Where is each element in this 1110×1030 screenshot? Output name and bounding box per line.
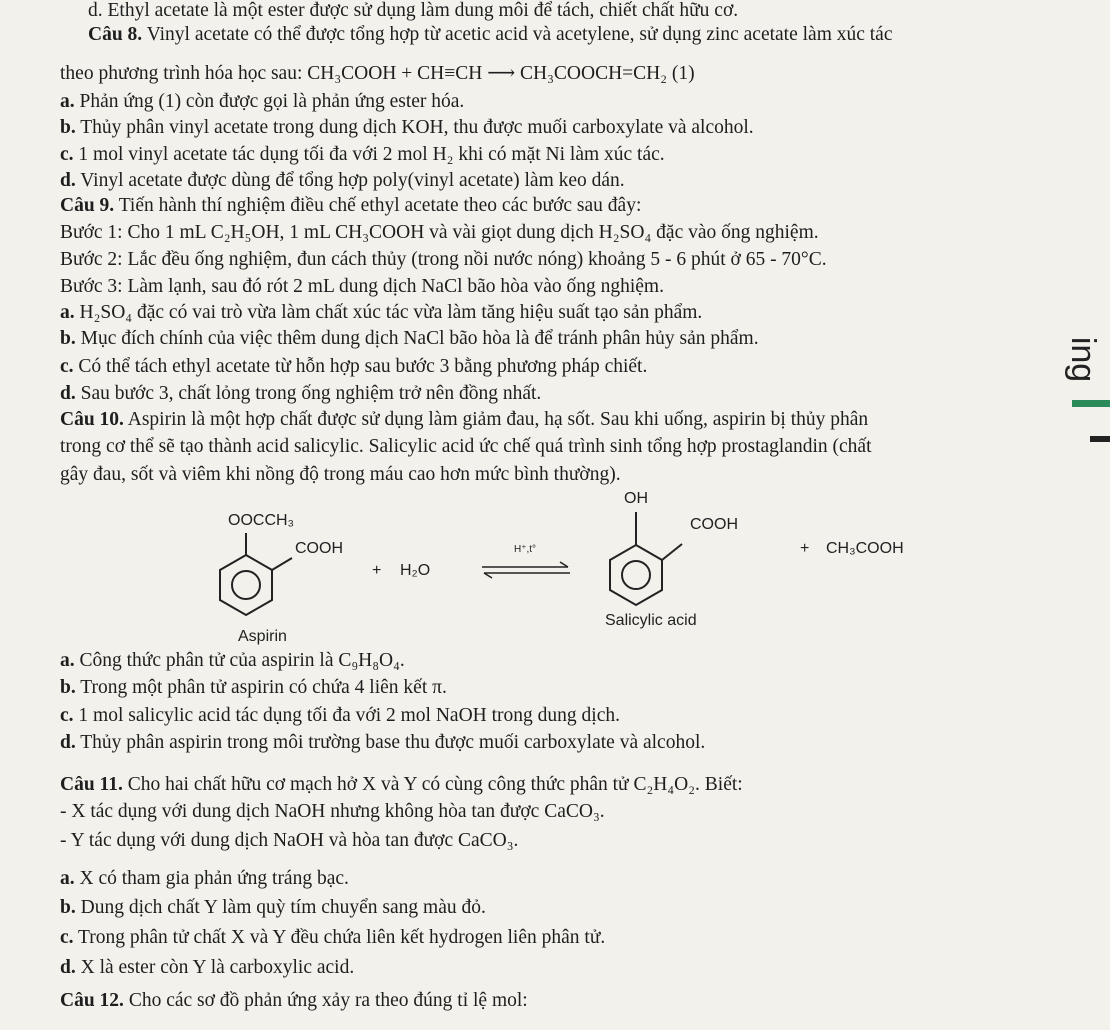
water-reagent: H₂O [400,562,431,579]
salicylic-caption: Salicylic acid [605,612,697,629]
text-line: gây đau, sốt và viêm khi nồng độ trong máu cao hơn mức bình thường). [60,464,621,485]
question-11-stem: Câu 11. Cho hai chất hữu cơ mạch hở X và Y có cùng công thức phân tử C₂H₄O₂. Biết: [60,774,743,795]
option-d: d. Thủy phân aspirin trong môi trường base thu được muối carboxylate và alcohol. [60,732,706,753]
aspirin-substituent: OOCCH₃ [228,512,295,529]
option-d: d. Sau bước 3, chất lỏng trong ống nghiệm trở nên đồng nhất. [60,383,542,404]
edge-color-bar [1072,400,1110,407]
option-c: c. Trong phân tử chất X và Y đều chứa liên kết hydrogen liên phân tử. [60,927,606,948]
aspirin-caption: Aspirin [238,628,287,645]
step-3: Bước 3: Làm lạnh, sau đó rót 2 mL dung dịch NaCl bão hòa vào ống nghiệm. [60,276,664,297]
plus-sign: + [372,562,382,579]
condition-x: - X tác dụng với dung dịch NaOH nhưng không hòa tan được CaCO₃. [60,801,605,822]
option-b: b. Trong một phân tử aspirin có chứa 4 liên kết π. [60,677,447,698]
option-c: c. Có thể tách ethyl acetate từ hỗn hợp sau bước 3 bằng phương pháp chiết. [60,356,648,377]
step-1: Bước 1: Cho 1 mL C₂H₅OH, 1 mL CH₃COOH và vài giọt dung dịch H₂SO₄ đặc vào ống nghiệm. [60,222,819,243]
condition-y: - Y tác dụng với dung dịch NaOH và hòa tan được CaCO₃. [60,830,519,851]
equilibrium-arrow-icon [480,560,572,580]
option-b: b. Thủy phân vinyl acetate trong dung dịch KOH, thu được muối carboxylate và alcohol. [60,117,754,138]
reaction-condition: H⁺,t° [514,544,537,555]
salicylic-substituent: COOH [690,516,738,533]
option-a: a. Phản ứng (1) còn được gọi là phản ứng ester hóa. [60,91,465,112]
text-line: trong cơ thể sẽ tạo thành acid salicylic. Salicylic acid ức chế quá trình sinh tổng hợp prostaglandin (chất [60,436,872,457]
aspirin-substituent: COOH [295,540,343,557]
question-12-stem: Câu 12. Cho các sơ đồ phản ứng xảy ra theo đúng tỉ lệ mol: [60,990,528,1011]
option-a: a. Công thức phân tử của aspirin là C₉H₈O₄. [60,650,405,671]
salicylic-substituent: OH [624,490,648,507]
acetic-acid-product: CH₃COOH [826,540,904,557]
question-8-stem: Câu 8. Vinyl acetate có thể được tổng hợp từ acetic acid và acetylene, sử dụng zinc acetate làm xúc tác [88,24,893,45]
option-b: b. Dung dịch chất Y làm quỳ tím chuyển sang màu đỏ. [60,897,486,918]
option-c: c. 1 mol salicylic acid tác dụng tối đa với 2 mol NaOH trong dung dịch. [60,705,620,726]
option-d: d. X là ester còn Y là carboxylic acid. [60,957,355,978]
question-10-stem: Câu 10. Aspirin là một hợp chất được sử dụng làm giảm đau, hạ sốt. Sau khi uống, aspirin bị thủy phân [60,409,869,430]
option-a: a. H₂SO₄ đặc có vai trò vừa làm chất xúc tác vừa làm tăng hiệu suất tạo sản phẩm. [60,302,703,323]
step-2: Bước 2: Lắc đều ống nghiệm, đun cách thủy (trong nồi nước nóng) khoảng 5 - 6 phút ở 65 - 70°C. [60,249,827,270]
option-d: d. Vinyl acetate được dùng để tổng hợp poly(vinyl acetate) làm keo dán. [60,170,625,191]
option-c: c. 1 mol vinyl acetate tác dụng tối đa với 2 mol H₂ khi có mặt Ni làm xúc tác. [60,144,665,165]
plus-sign: + [800,540,810,557]
text-line: d. Ethyl acetate là một ester được sử dụng làm dung môi để tách, chiết chất hữu cơ. [88,0,739,21]
edge-dark-bar [1090,436,1110,442]
edge-text-fragment: ing [1064,336,1103,383]
option-a: a. X có tham gia phản ứng tráng bạc. [60,868,349,889]
question-9-stem: Câu 9. Tiến hành thí nghiệm điều chế ethyl acetate theo các bước sau đây: [60,195,642,216]
text-line: theo phương trình hóa học sau: CH₃COOH + CH≡CH ⟶ CH₃COOCH=CH₂ (1) [60,63,695,84]
option-b: b. Mục đích chính của việc thêm dung dịch NaCl bão hòa là để tránh phân hủy sản phẩm. [60,328,759,349]
